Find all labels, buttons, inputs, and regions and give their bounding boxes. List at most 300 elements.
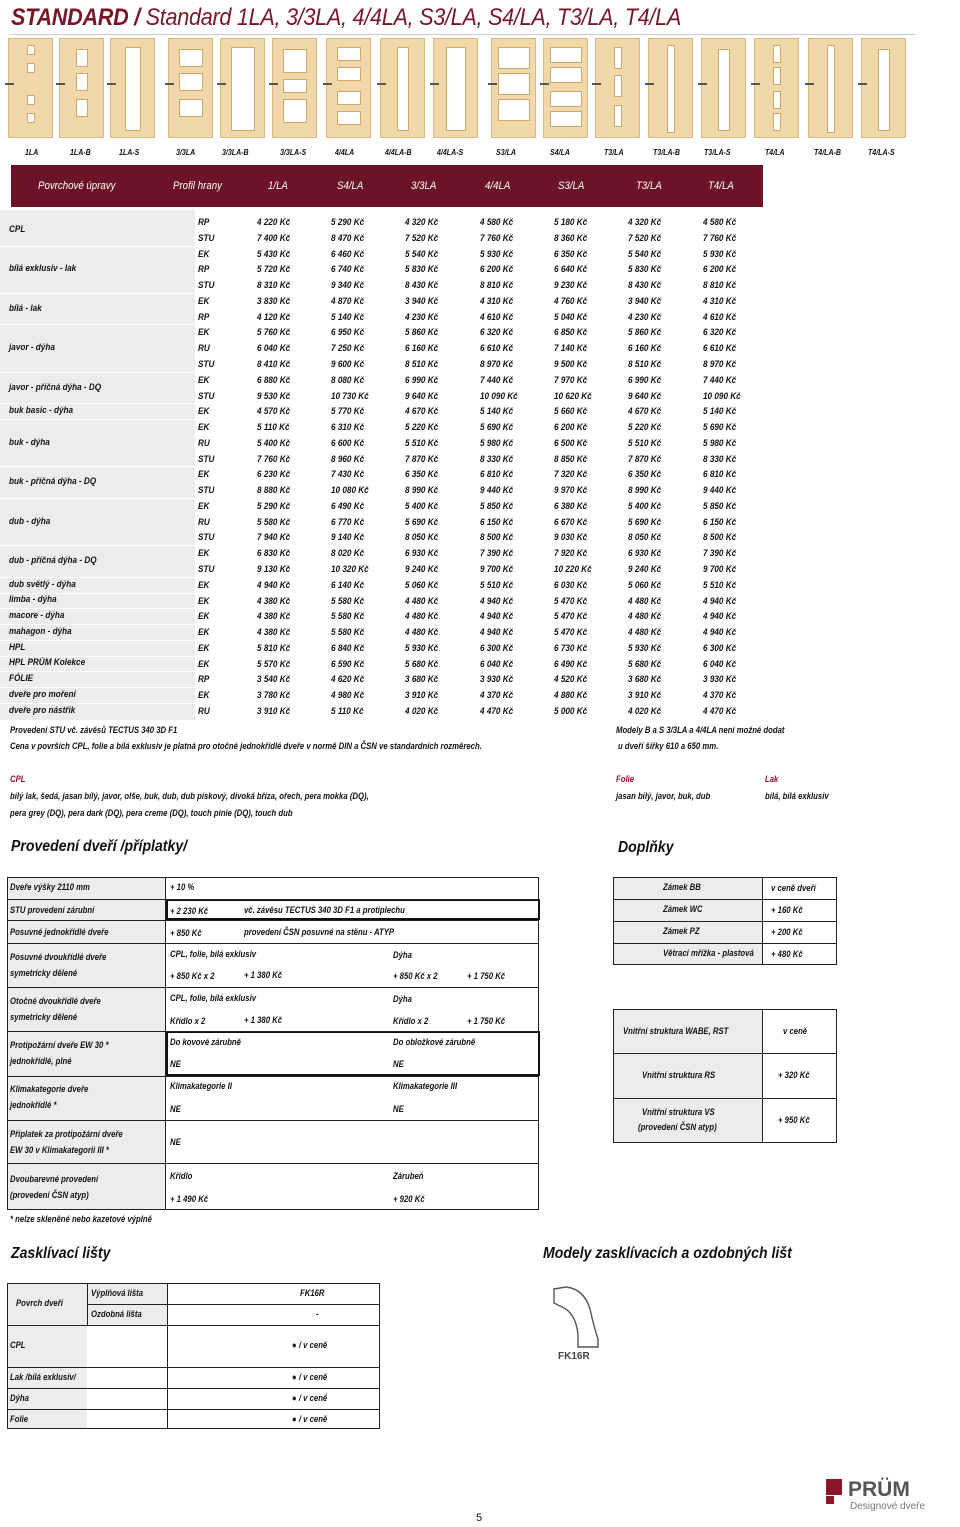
door-pane — [179, 99, 203, 117]
price-cell: 4 610 Kč — [703, 311, 737, 323]
price-cell: 6 600 Kč — [331, 437, 365, 449]
edge-profile: EK — [198, 500, 210, 512]
surface-divider — [0, 293, 195, 294]
door-handle — [377, 83, 386, 85]
price-cell: 9 970 Kč — [554, 485, 588, 497]
doplnky2-row-line — [613, 1098, 837, 1099]
price-cell: 6 990 Kč — [405, 374, 439, 386]
price-cell: 8 510 Kč — [628, 358, 662, 370]
listy-row-line — [7, 1388, 380, 1389]
doplnky-item: Zámek BB — [663, 882, 701, 892]
price-cell: 3 680 Kč — [628, 674, 662, 686]
price-cell: 9 440 Kč — [703, 485, 737, 497]
price-cell: 8 880 Kč — [257, 485, 291, 497]
price-cell: 8 330 Kč — [703, 453, 737, 465]
price-cell: 6 950 Kč — [331, 327, 365, 339]
door-handle — [165, 83, 174, 85]
price-cell: 4 760 Kč — [554, 295, 588, 307]
price-cell: 4 470 Kč — [703, 705, 737, 717]
price-cell: 5 980 Kč — [703, 437, 737, 449]
prov-r5-val-2: + 1 380 Kč — [244, 1015, 283, 1025]
page-number: 5 — [476, 1512, 483, 1524]
prov-r5-head-1: CPL, folie, bílá exklusiv — [170, 993, 257, 1003]
price-cell: 10 090 Kč — [480, 390, 518, 402]
door-label: S3/LA — [496, 148, 516, 157]
prov-row-line — [7, 943, 539, 944]
door-handle — [5, 83, 14, 85]
surface-divider — [0, 624, 195, 625]
price-cell: 7 140 Kč — [554, 343, 588, 355]
door-model — [110, 38, 155, 138]
folie-colors-title: Folie — [616, 774, 635, 784]
prov-r5-val-4: + 1 750 Kč — [467, 1016, 506, 1026]
door-pane — [614, 47, 622, 69]
price-cell: 6 040 Kč — [480, 658, 514, 670]
doplnky2-item: Vnitřní struktura RS — [642, 1070, 716, 1080]
prov-r9-label-1: Dvoubarevné provedení — [10, 1174, 99, 1184]
edge-profile: EK — [198, 295, 210, 307]
price-cell: 10 090 Kč — [703, 390, 741, 402]
door-pane — [667, 45, 675, 133]
door-pane — [27, 45, 35, 55]
listy-surface: Folie — [10, 1414, 29, 1424]
price-cell: 7 320 Kč — [554, 469, 588, 481]
prov-r5-head-2: Dýha — [393, 994, 412, 1004]
door-pane — [283, 79, 307, 93]
door-pane — [125, 47, 141, 131]
prov-r7-head-2: Klimakategorie III — [393, 1081, 458, 1091]
price-cell: 8 430 Kč — [405, 280, 439, 292]
price-cell: 6 200 Kč — [480, 264, 514, 276]
door-label: S4/LA — [550, 148, 570, 157]
surface-divider — [0, 656, 195, 657]
door-pane — [337, 67, 361, 81]
price-cell: 5 830 Kč — [628, 264, 662, 276]
door-handle — [751, 83, 760, 85]
price-cell: 7 760 Kč — [480, 232, 514, 244]
price-cell: 4 470 Kč — [480, 705, 514, 717]
cpl-colors-line-1: bílý lak, šedá, jasan bílý, javor, olše, buk, dub, dub pískový, divoká bříza, ořech, pera mokka (DQ), — [10, 791, 369, 801]
price-cell: 5 220 Kč — [405, 422, 439, 433]
door-pane — [773, 113, 781, 131]
price-cell: 9 240 Kč — [405, 563, 439, 575]
door-model — [648, 38, 693, 138]
prov-r6-head-2: Do obložkové zárubně — [393, 1037, 476, 1047]
price-cell: 6 040 Kč — [257, 343, 291, 355]
price-cell: 6 200 Kč — [703, 264, 737, 276]
edge-profile: RP — [198, 264, 210, 276]
price-cell: 3 830 Kč — [257, 295, 291, 307]
door-pane — [614, 105, 622, 127]
note-cena: Cena v površích CPL, folie a bílá exklusiv je platná pro otočné jednokřídlé dveře v normě DIN a ČSN ve standardních rozměrech. — [10, 741, 482, 751]
prov-r4-label-2: symetricky dělené — [10, 968, 78, 978]
door-handle — [430, 83, 439, 85]
prov-row-line — [7, 1163, 539, 1164]
prov-footnote: * nelze skleněné nebo kazetové výplně — [10, 1214, 152, 1224]
price-cell: 9 530 Kč — [257, 390, 291, 402]
price-cell: 4 310 Kč — [703, 295, 737, 307]
doplnky-item: Větrací mřížka - plastová — [663, 948, 754, 958]
price-cell: 10 220 Kč — [554, 563, 592, 575]
door-handle — [56, 83, 65, 85]
fk16r-profile-drawing — [548, 1283, 608, 1363]
price-cell: 4 670 Kč — [405, 406, 439, 418]
price-cell: 5 510 Kč — [703, 579, 737, 591]
provedeni-title: Provedení dveří /příplatky/ — [11, 838, 188, 855]
doplnky2-price: + 320 Kč — [778, 1070, 810, 1080]
price-cell: 7 440 Kč — [480, 374, 514, 386]
door-label: 3/3LA-B — [222, 148, 249, 157]
price-cell: 9 440 Kč — [480, 485, 514, 497]
price-cell: 5 660 Kč — [554, 406, 588, 418]
door-label: 3/3LA — [176, 148, 196, 157]
doplnky-title: Doplňky — [618, 839, 674, 856]
price-cell: 5 690 Kč — [703, 422, 737, 433]
price-cell: 4 520 Kč — [554, 674, 588, 686]
price-cell: 6 150 Kč — [703, 516, 737, 528]
price-cell: 10 730 Kč — [331, 390, 369, 402]
price-cell: 5 580 Kč — [331, 627, 365, 638]
price-cell: 6 830 Kč — [257, 548, 291, 560]
door-model — [433, 38, 478, 138]
price-cell: 5 570 Kč — [257, 658, 291, 670]
price-cell: 6 040 Kč — [703, 658, 737, 670]
price-cell: 6 990 Kč — [628, 374, 662, 386]
listy-vyplnova: Výplňová lišta — [91, 1288, 144, 1298]
listy-fk16r: FK16R — [300, 1288, 325, 1298]
surface-column-bg — [0, 210, 195, 720]
surface-divider — [0, 593, 195, 594]
door-model — [380, 38, 425, 138]
price-cell: 7 870 Kč — [405, 453, 439, 465]
door-handle — [698, 83, 707, 85]
surface-divider — [0, 246, 195, 247]
price-cell: 5 930 Kč — [405, 642, 439, 654]
surface-label: dub - příčná dýha - DQ — [9, 554, 97, 566]
price-cell: 5 060 Kč — [628, 579, 662, 591]
column-header: T4/LA — [708, 180, 734, 192]
door-model — [326, 38, 371, 138]
door-model — [861, 38, 906, 138]
surface-divider — [0, 372, 195, 373]
doplnky-price: v ceně dveří — [771, 883, 816, 893]
edge-profile: RU — [198, 705, 210, 717]
price-cell: 5 400 Kč — [405, 500, 439, 512]
price-cell: 4 370 Kč — [480, 690, 514, 702]
price-cell: 4 020 Kč — [628, 705, 662, 717]
price-cell: 5 140 Kč — [480, 406, 514, 418]
price-cell: 8 960 Kč — [331, 453, 365, 465]
surface-divider — [0, 703, 195, 704]
surface-label: FÓLIE — [9, 673, 34, 685]
price-cell: 3 940 Kč — [405, 295, 439, 307]
surface-label: macore - dýha — [9, 610, 65, 622]
listy-col-line — [167, 1283, 168, 1429]
price-cell: 8 990 Kč — [405, 485, 439, 497]
prov-r8-label-1: Příplatek za protipožární dveře — [10, 1129, 123, 1139]
price-cell: 5 110 Kč — [257, 422, 290, 433]
door-handle — [488, 83, 497, 85]
prov-r4-label-1: Posuvné dvoukřídlé dveře — [10, 952, 107, 962]
price-cell: 4 940 Kč — [480, 627, 514, 638]
listy-row-line — [87, 1304, 380, 1305]
price-cell: 7 520 Kč — [628, 232, 662, 244]
prov-r1-label: Dveře výšky 2110 mm — [10, 882, 90, 892]
price-cell: 4 570 Kč — [257, 406, 291, 418]
surface-divider — [0, 466, 195, 467]
price-cell: 4 880 Kč — [554, 690, 588, 702]
door-pane — [27, 63, 35, 73]
listy-surface: CPL — [10, 1340, 26, 1350]
edge-profile: EK — [198, 690, 210, 702]
edge-profile: RU — [198, 343, 210, 355]
doplnky-item: Zámek PZ — [663, 926, 700, 936]
price-cell: 4 120 Kč — [257, 311, 291, 323]
price-cell: 5 980 Kč — [480, 437, 514, 449]
price-cell: 4 310 Kč — [480, 295, 514, 307]
price-cell: 3 940 Kč — [628, 295, 662, 307]
edge-profile: EK — [198, 406, 210, 418]
listy-models-title: Modely zasklívacích a ozdobných lišt — [543, 1245, 792, 1262]
edge-profile: EK — [198, 579, 210, 591]
door-model — [491, 38, 536, 138]
price-cell: 5 220 Kč — [628, 422, 662, 433]
door-pane — [550, 111, 582, 127]
price-cell: 4 620 Kč — [331, 674, 365, 686]
column-header: Povrchové úpravy — [38, 180, 116, 192]
prov-r5-label-1: Otočné dvoukřídlé dveře — [10, 996, 101, 1006]
surface-divider — [0, 545, 195, 546]
edge-profile: EK — [198, 374, 210, 386]
edge-profile: RU — [198, 437, 210, 449]
door-pane — [337, 111, 361, 125]
price-cell: 8 970 Kč — [480, 358, 514, 370]
price-cell: 6 880 Kč — [257, 374, 291, 386]
price-cell: 6 320 Kč — [480, 327, 514, 339]
price-cell: 8 810 Kč — [480, 280, 514, 292]
price-cell: 7 970 Kč — [554, 374, 588, 386]
doplnky2-item: Vnitřní struktura WABE, RST — [623, 1026, 729, 1036]
note-stu: Provedení STU vč. závěsů TECTUS 340 3D F1 — [10, 725, 178, 735]
price-cell: 9 030 Kč — [554, 532, 588, 544]
price-cell: 5 510 Kč — [405, 437, 439, 449]
door-handle — [323, 83, 332, 85]
price-cell: 5 930 Kč — [628, 642, 662, 654]
price-cell: 6 230 Kč — [257, 469, 291, 481]
door-label: 1LA-S — [119, 148, 140, 157]
price-cell: 8 310 Kč — [257, 280, 291, 292]
price-cell: 4 480 Kč — [628, 611, 662, 623]
edge-profile: EK — [198, 248, 210, 260]
listy-value: ● / v ceně — [292, 1372, 328, 1382]
price-cell: 4 370 Kč — [703, 690, 737, 702]
price-cell: 6 610 Kč — [480, 343, 514, 355]
price-cell: 6 380 Kč — [554, 500, 588, 512]
edge-profile: STU — [198, 532, 215, 544]
price-cell: 8 410 Kč — [257, 358, 291, 370]
price-cell: 6 730 Kč — [554, 642, 588, 654]
price-cell: 4 670 Kč — [628, 406, 662, 418]
edge-profile: EK — [198, 327, 210, 339]
door-label: T3/LA — [604, 148, 624, 157]
door-model — [595, 38, 640, 138]
listy-row-line — [7, 1325, 380, 1326]
page-title: STANDARD / Standard 1LA, 3/3LA, 4/4LA, S3/LA, S4/LA, T3/LA, T4/LA — [11, 4, 682, 31]
door-pane — [337, 47, 361, 61]
price-cell: 4 320 Kč — [628, 217, 662, 228]
prov-r3-note: provedení ČSN posuvné na stěnu - ATYP — [244, 927, 395, 937]
price-cell: 3 780 Kč — [257, 690, 291, 702]
prov-r9-val-2: + 920 Kč — [393, 1194, 425, 1204]
surface-divider — [0, 687, 195, 688]
edge-profile: RU — [198, 516, 210, 528]
prov-r7-val-2: NE — [393, 1104, 404, 1114]
listy-povrch: Povrch dveří — [16, 1298, 63, 1308]
price-cell: 6 500 Kč — [554, 437, 588, 449]
door-label: T4/LA — [765, 148, 785, 157]
prov-row-line — [7, 920, 539, 921]
folie-colors: jasan bílý, javor, buk, dub — [616, 791, 711, 801]
price-cell: 7 400 Kč — [257, 232, 291, 244]
door-pane — [446, 47, 466, 131]
door-pane — [337, 91, 361, 105]
prov-r4-val-3: + 850 Kč x 2 — [393, 971, 438, 981]
price-cell: 8 500 Kč — [703, 532, 737, 544]
price-cell: 6 840 Kč — [331, 642, 365, 654]
price-cell: 6 810 Kč — [703, 469, 737, 481]
edge-profile: STU — [198, 280, 215, 292]
prov-r7-head-1: Klimakategorie II — [170, 1081, 232, 1091]
prum-logo — [824, 1476, 950, 1516]
listy-row-line — [7, 1409, 380, 1410]
surface-divider — [0, 403, 195, 404]
surface-label: dub - dýha — [9, 515, 51, 527]
door-handle — [592, 83, 601, 85]
price-cell: 9 340 Kč — [331, 280, 365, 292]
price-cell: 4 480 Kč — [405, 595, 439, 607]
price-cell: 4 870 Kč — [331, 295, 365, 307]
surface-divider — [0, 324, 195, 325]
doplnky-price: + 160 Kč — [771, 905, 803, 915]
door-pane — [498, 99, 530, 121]
doplnky-price: + 480 Kč — [771, 949, 803, 959]
door-pane — [773, 67, 781, 85]
price-cell: 9 700 Kč — [703, 563, 737, 575]
price-cell: 5 060 Kč — [405, 579, 439, 591]
door-label: T3/LA-S — [704, 148, 731, 157]
price-cell: 7 390 Kč — [480, 548, 514, 560]
prov-row-line — [7, 987, 539, 988]
door-label: 3/3LA-S — [280, 148, 307, 157]
price-cell: 9 230 Kč — [554, 280, 588, 292]
price-cell: 6 850 Kč — [554, 327, 588, 339]
prum-logo-mark — [824, 1476, 950, 1516]
surface-label: javor - dýha — [9, 342, 55, 353]
price-cell: 8 050 Kč — [628, 532, 662, 544]
price-cell: 6 160 Kč — [628, 343, 662, 355]
door-pane — [773, 91, 781, 109]
edge-profile: EK — [198, 611, 210, 623]
note-modely-1: Modely B a S 3/3LA a 4/4LA není možné dodat — [616, 725, 785, 735]
price-cell: 5 760 Kč — [257, 327, 291, 339]
door-label: 4/4LA-B — [385, 148, 412, 157]
surface-divider — [0, 577, 195, 578]
price-cell: 4 480 Kč — [628, 595, 662, 607]
price-cell: 8 080 Kč — [331, 374, 365, 386]
door-label: T3/LA-B — [653, 148, 680, 157]
door-pane — [27, 113, 35, 123]
price-cell: 4 980 Kč — [331, 690, 365, 702]
prov-r4-val-2: + 1 380 Kč — [244, 970, 283, 980]
prov-r3-value: + 850 Kč — [170, 928, 202, 938]
price-cell: 10 320 Kč — [331, 563, 369, 575]
prov-r7-label-1: Klimakategorie dveře — [10, 1084, 89, 1094]
surface-label: javor - příčná dýha - DQ — [9, 381, 102, 393]
price-cell: 6 350 Kč — [405, 469, 439, 481]
door-model — [59, 38, 104, 138]
price-cell: 6 150 Kč — [480, 516, 514, 528]
door-label: 4/4LA-S — [437, 148, 464, 157]
door-pane — [283, 49, 307, 73]
door-handle — [107, 83, 116, 85]
price-cell: 5 470 Kč — [554, 611, 588, 623]
prov-row-line — [7, 1031, 539, 1032]
price-cell: 4 940 Kč — [480, 595, 514, 607]
door-pane — [773, 45, 781, 63]
door-label: 4/4LA — [335, 148, 355, 157]
price-cell: 8 500 Kč — [480, 532, 514, 544]
surface-label: buk - příčná dýha - DQ — [9, 476, 97, 488]
price-cell: 5 690 Kč — [480, 422, 514, 433]
doplnky2-row-line — [613, 1053, 837, 1054]
edge-profile: EK — [198, 658, 210, 670]
door-model — [808, 38, 853, 138]
price-cell: 6 770 Kč — [331, 516, 365, 528]
prum-logo-tagline: Designové dveře — [850, 1501, 926, 1512]
price-cell: 9 240 Kč — [628, 563, 662, 575]
door-pane — [397, 47, 409, 131]
edge-profile: EK — [198, 642, 210, 654]
surface-label: dub světlý - dýha — [9, 578, 76, 590]
price-cell: 9 640 Kč — [405, 390, 439, 402]
cpl-colors-line-2: pera grey (DQ), pera dark (DQ), pera creme (DQ), touch pinie (DQ), touch dub — [10, 808, 293, 818]
door-handle — [540, 83, 549, 85]
door-model — [168, 38, 213, 138]
price-cell: 7 760 Kč — [257, 453, 291, 465]
prov-r4-head-1: CPL, folie, bílá exklusiv — [170, 949, 257, 959]
price-cell: 4 320 Kč — [405, 217, 439, 228]
door-models-illustration — [8, 38, 913, 138]
price-cell: 6 200 Kč — [554, 422, 588, 433]
cpl-colors-title: CPL — [10, 774, 26, 784]
edge-profile: EK — [198, 627, 210, 638]
price-cell: 6 930 Kč — [405, 548, 439, 560]
prov-r8-label-2: EW 30 v Klimakategorii III * — [10, 1145, 109, 1155]
doplnky-row-line — [613, 943, 837, 944]
door-label: T4/LA-S — [868, 148, 895, 157]
price-cell: 9 640 Kč — [628, 390, 662, 402]
price-cell: 8 810 Kč — [703, 280, 737, 292]
surface-label: mahagon - dýha — [9, 625, 72, 637]
price-cell: 6 310 Kč — [331, 422, 365, 433]
price-cell: 6 930 Kč — [628, 548, 662, 560]
price-cell: 4 940 Kč — [703, 627, 737, 638]
surface-label: HPL — [9, 641, 26, 653]
edge-profile: STU — [198, 563, 215, 575]
price-cell: 5 690 Kč — [405, 516, 439, 528]
prov-row-line — [7, 1120, 539, 1121]
prov-r2-value: + 2 230 Kč — [170, 906, 209, 916]
